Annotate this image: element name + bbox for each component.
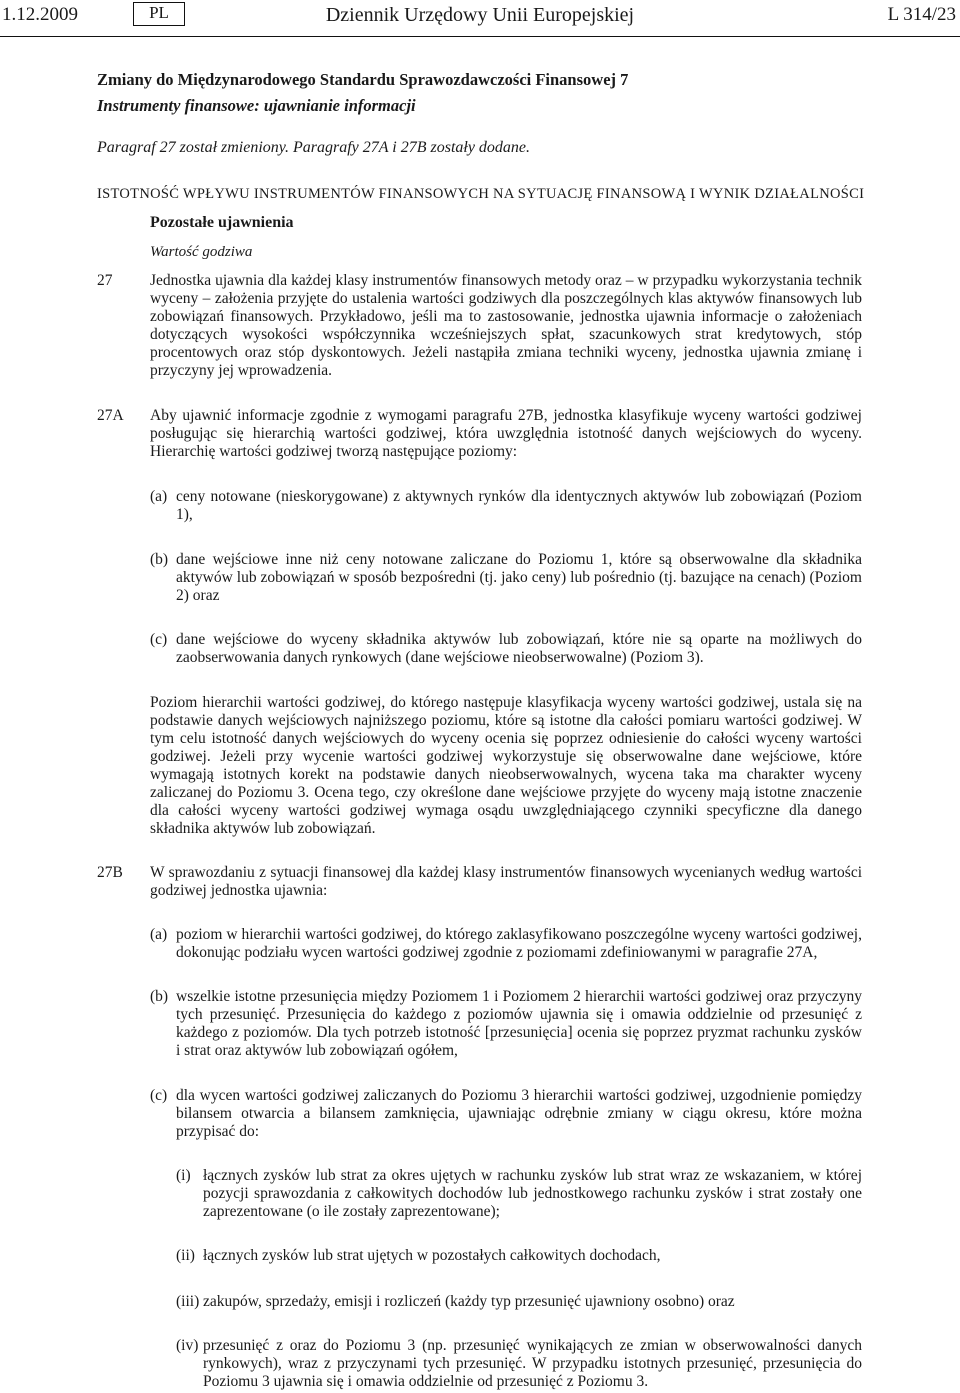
paragraph-intro: Aby ujawnić informacje zgodnie z wymogami paragrafu 27B, jednostka klasyfikuje wyceny wartości godziwej posługując się hierarchią wartości godziwej, która uwzględnia istotność danych wejściowych do wyceny. Hierarchię wartości godziwej tworzą następujące poziomy: [150,407,862,460]
list-item-label: (a) [150,488,168,505]
paragraph-number: 27 [97,272,113,289]
sub-list-item-text: łącznych zysków lub strat ujętych w pozostałych całkowitych dochodach, [203,1247,661,1264]
list-item-text: ceny notowane (nieskorygowane) z aktywnych rynków dla identycznych aktywów lub zobowiązań (Poziom 1), [176,488,862,523]
list-item-text: dane wejściowe do wyceny składnika aktywów lub zobowiązań, które nie są oparte na możliwych do zaobserwowania danych rynkowych (dane wejściowe nieobserwowalne) (Poziom 3). [176,631,862,666]
list-item-label: (b) [150,551,169,568]
list-item-text: wszelkie istotne przesunięcia między Poziomem 1 i Poziomem 2 hierarchii wartości godziwej oraz przyczyny tych przesunięć. Przesunięcia do każdego z poziomów ujawnia się i omawia oddzielnie od przesunięć z każdego z poziomów. Dla tych potrzeb istotność [przesunięcia] ocenia się poprzez pryzmat rachunku zysków i strat oraz aktywów lub zobowiązań ogółem, [176,988,862,1059]
subsection-heading: Pozostałe ujawnienia [150,214,294,231]
list-item-text: dane wejściowe inne niż ceny notowane zaliczane do Poziomu 1, które są obserwowalne dla składnika aktywów lub zobowiązań w sposób bezpośredni (tj. jako ceny) lub pośrednio (tj. bazujące na cenach) (Poziom 2) oraz [176,551,862,604]
paragraph-number: 27B [97,864,123,881]
sub-list-item-text: zakupów, sprzedaży, emisji i rozliczeń (każdy typ przesunięć ujawniony osobno) oraz [203,1293,735,1310]
page-header [0,0,960,37]
sub-list-item-text: przesunięć z oraz do Poziomu 3 (np. przesunięć wynikających ze zmian w obserwowalności danych rynkowych), wraz z przyczynami tych przesunięć. W przypadku istotnych przesunięć, przesunięcia do Poziomu 3 ujawnia się i omawia oddzielnie od przesunięć z Poziomu 3. [203,1337,862,1390]
sub-list-item-text: łącznych zysków lub strat za okres ujętych w rachunku zysków lub strat wraz ze wskazaniem, w której pozycji sprawozdania z całkowitych dochodów lub jednostkowego rachunku zysków i strat zostały one zaprezentowane (o ile zostały zaprezentowane); [203,1167,862,1220]
sub-list-item-label: (iv) [176,1337,199,1354]
list-item-text: poziom w hierarchii wartości godziwej, do którego zaklasyfikowano poszczególne wyceny wartości godziwej, dokonując podziału wycen wartości godziwej zgodnie z poziomami zdefiniowanymi w paragrafie 27A, [176,926,862,961]
page-reference: L 314/23 [887,4,956,25]
list-item-label: (a) [150,926,168,943]
paragraph-intro: W sprawozdaniu z sytuacji finansowej dla każdej klasy instrumentów finansowych wycenianych według wartości godziwej jednostka ujawnia: [150,864,862,899]
paragraph-number: 27A [97,407,124,424]
sub-list-item-label: (i) [176,1167,191,1184]
language-box: PL [133,2,185,26]
subsubsection-heading: Wartość godziwa [150,244,253,260]
list-item-label: (c) [150,1087,168,1104]
publication-date: 1.12.2009 [2,4,78,25]
journal-title: Dziennik Urzędowy Unii Europejskiej [325,4,635,26]
paragraph-text: Jednostka ujawnia dla każdej klasy instrumentów finansowych metody oraz – w przypadku wykorzystania technik wyceny – założenia przyjęte do ustalenia wartości godziwych dla poszczególnych klas aktywów finansowych lub zobowiązań finansowych. Przykładowo, jeśli ma to zastosowanie, jednostka ujawnia informacje o założeniach dotyczących wysokości współczynnika wcześniejszych spłat, szacunkowych strat kredytowych, stóp procentowych oraz stóp dyskontowych. Jeżeli nastąpiła zmiana techniki wyceny, jednostka ujawnia zmianę i przyczyny jej wprowadzenia. [150,272,862,379]
amendment-note: Paragraf 27 został zmieniony. Paragrafy 27A i 27B zostały dodane. [97,139,531,156]
sub-list-item-label: (ii) [176,1247,195,1264]
list-item-label: (c) [150,631,168,648]
sub-list-item-label: (iii) [176,1293,200,1310]
list-item-text: dla wycen wartości godziwej zaliczanych do Poziomu 3 hierarchii wartości godziwej, uzgodnienie pomiędzy bilansem otwarcia a bilansem zamknięcia, ujawniając odrębnie zmiany w ciągu okresu, które można przypisać do: [176,1087,862,1140]
list-item-label: (b) [150,988,169,1005]
document-subtitle: Instrumenty finansowe: ujawnianie informacji [97,96,416,115]
section-heading: ISTOTNOŚĆ WPŁYWU INSTRUMENTÓW FINANSOWYCH NA SYTUACJĘ FINANSOWĄ I WYNIK DZIAŁALNOŚCI [97,186,865,202]
paragraph-text: Poziom hierarchii wartości godziwej, do którego następuje klasyfikacja wyceny wartości godziwej, ustala się na podstawie danych wejściowych najniższego poziomu, które są istotne dla całości pomiaru wartości godziwej. W tym celu istotność danych wejściowych do wyceny ocenia się poprzez odniesienie do całości wyceny wartości godziwej. Jeżeli przy wycenie wartości godziwej wykorzystuje się obserwowalne dane wejściowe, które wymagają istotnych korekt na podstawie danych nieobserwowalnych, wycena taka ma charakter wyceny zaliczanej do Poziomu 3. Ocena tego, czy określone dane wejściowe przyjęte do wyceny mają istotne znaczenie dla całości wyceny wartości godziwej wymaga osądu uwzględniającego czynniki specyficzne dla danego składnika aktywów lub zobowiązań. [150,694,862,837]
document-title: Zmiany do Międzynarodowego Standardu Sprawozdawczości Finansowej 7 [97,70,629,89]
